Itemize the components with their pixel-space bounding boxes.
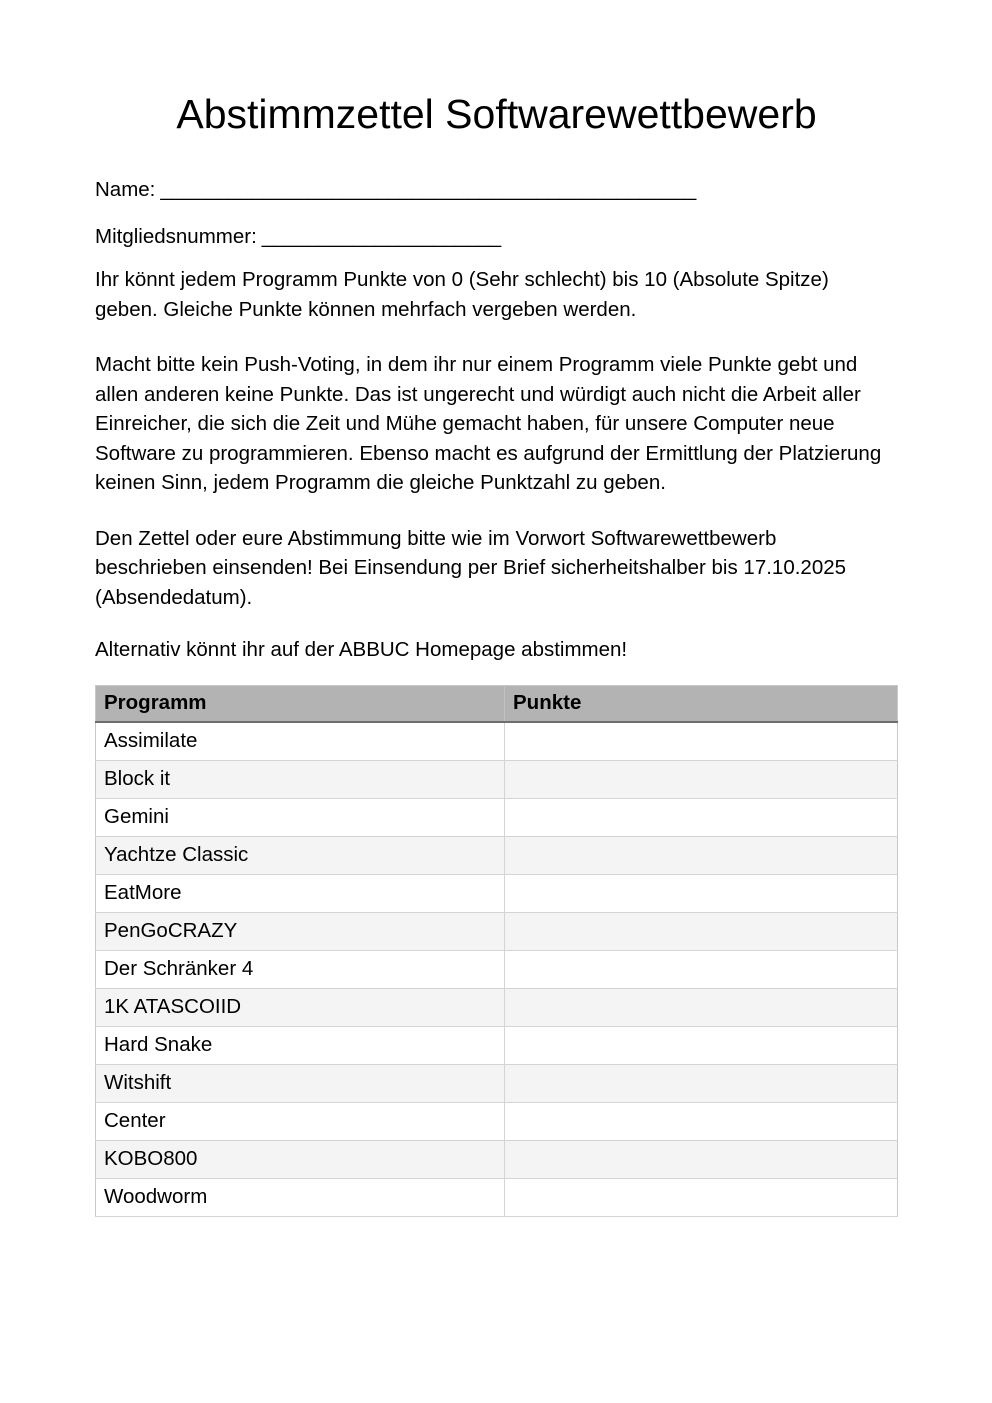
punkte-cell [505, 836, 898, 874]
table-row [96, 1064, 898, 1102]
program-cell: Assimilate [96, 722, 505, 761]
paragraph-submission-instructions: Den Zettel oder eure Abstimmung bitte wie im Vorwort Softwarewettbewerb beschrieben einsenden! Bei Einsendung per Brief sicherheitshalber bis 17.10.2025 (Absendedatum). [95, 526, 847, 609]
punkte-cell [505, 798, 898, 836]
table-row [96, 1102, 898, 1140]
page-title: Abstimmzettel Softwarewettbewerb [176, 91, 817, 137]
table-header-row [96, 685, 898, 722]
column-header-punkte: Punkte [505, 685, 898, 722]
table-row [96, 760, 898, 798]
table-row [96, 798, 898, 836]
program-cell: Der Schränker 4 [96, 950, 505, 988]
punkte-cell [505, 722, 898, 761]
table-row [96, 912, 898, 950]
table-row [96, 1178, 898, 1216]
member-number-label: Mitgliedsnummer: [95, 224, 257, 248]
program-cell: 1K ATASCOIID [96, 988, 505, 1026]
program-cell: PenGoCRAZY [96, 912, 505, 950]
member-number-blank-line: _____________________ [261, 224, 502, 248]
name-blank-line: _______________________________________________ [160, 178, 697, 201]
table-row [96, 836, 898, 874]
program-cell: Witshift [96, 1064, 505, 1102]
punkte-cell [505, 760, 898, 798]
program-cell: KOBO800 [96, 1140, 505, 1178]
punkte-cell [505, 1026, 898, 1064]
punkte-cell [505, 912, 898, 950]
program-cell: Center [96, 1102, 505, 1140]
punkte-cell [505, 1064, 898, 1102]
table-row [96, 950, 898, 988]
program-cell: Hard Snake [96, 1026, 505, 1064]
table-row [96, 1140, 898, 1178]
program-cell: Woodworm [96, 1178, 505, 1216]
program-cell: Yachtze Classic [96, 836, 505, 874]
punkte-cell [505, 988, 898, 1026]
paragraph-scoring-rules: Ihr könnt jedem Programm Punkte von 0 (Sehr schlecht) bis 10 (Absolute Spitze) geben. Gleiche Punkte können mehrfach vergeben werden. [95, 268, 829, 321]
table-row [96, 1026, 898, 1064]
punkte-cell [505, 1102, 898, 1140]
table-row [96, 874, 898, 912]
member-number-field-row [95, 222, 898, 252]
voting-table [95, 685, 898, 1217]
punkte-cell [505, 1178, 898, 1216]
punkte-cell [505, 950, 898, 988]
column-header-programm: Programm [96, 685, 505, 722]
table-row [96, 722, 898, 761]
punkte-cell [505, 874, 898, 912]
table-row [96, 988, 898, 1026]
program-cell: EatMore [96, 874, 505, 912]
program-cell: Gemini [96, 798, 505, 836]
name-field-row [95, 175, 898, 205]
punkte-cell [505, 1140, 898, 1178]
name-label: Name: [95, 178, 156, 201]
program-cell: Block it [96, 760, 505, 798]
paragraph-push-voting-warning: Macht bitte kein Push-Voting, in dem ihr nur einem Programm viele Punkte gebt und allen anderen keine Punkte. Das ist ungerecht und würdigt auch nicht die Arbeit aller Einreicher, die sich die Zeit und Mühe gemacht haben, für unsere Computer neue Software zu programmieren. Ebenso macht es aufgrund der Ermittlung der Platzierung keinen Sinn, jedem Programm die gleiche Punktzahl zu geben. [95, 353, 882, 494]
paragraph-homepage-alternative: Alternativ könnt ihr auf der ABBUC Homepage abstimmen! [95, 638, 628, 661]
